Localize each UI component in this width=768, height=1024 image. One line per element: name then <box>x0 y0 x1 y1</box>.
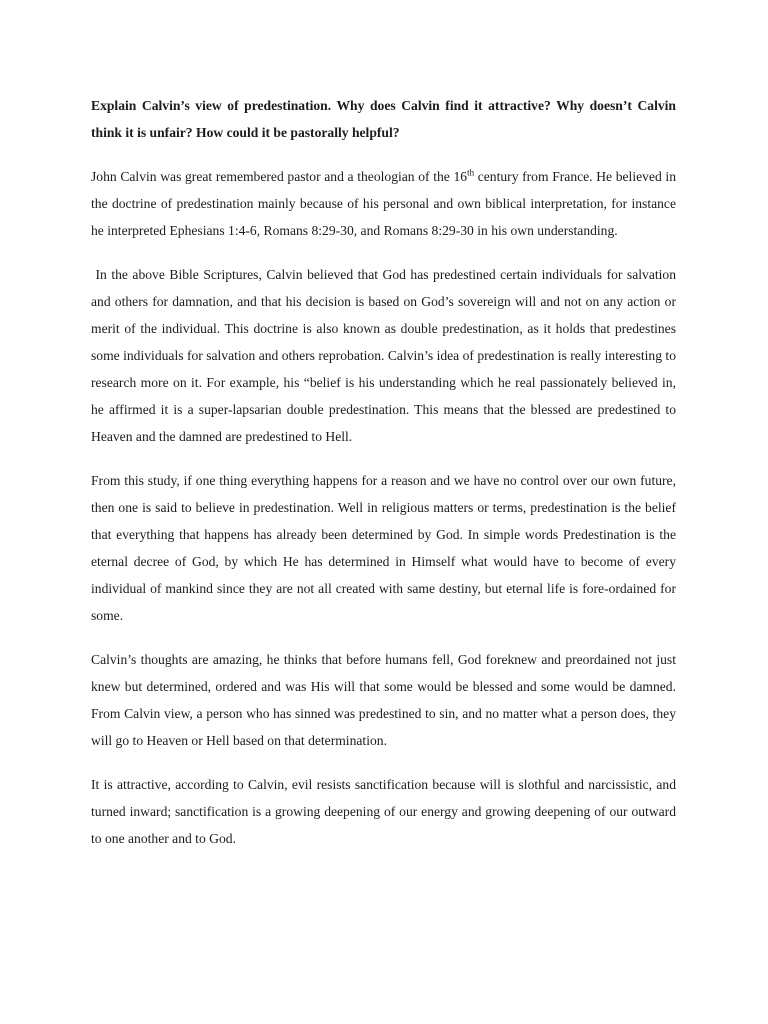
ordinal-superscript: th <box>467 167 475 178</box>
body-paragraph-study: From this study, if one thing everything happens for a reason and we have no control over our own future, then one is said to believe in predestination. Well in religious matters or terms, predestination is the belief that everything that happens has already been determined by God. In simple words Predestination is the eternal decree of God, by which He has determined in Himself what would have to become of every individual of mankind since they are not all created with same destiny, but eternal life is fore-ordained for some. <box>91 473 676 623</box>
body-paragraph-attractive: It is attractive, according to Calvin, evil resists sanctification because will is slothful and narcissistic, and turned inward; sanctification is a growing deepening of our energy and growing deepening of our outward to one another and to God. <box>91 777 676 846</box>
intro-text-rest: century from France. He believed in the doctrine of predestination mainly because of his personal and own biblical interpretation, for instance he interpreted Ephesians 1:4-6, Romans 8:29-30, and Romans 8:29-30 in his own understanding. <box>91 169 676 238</box>
essay-question-heading: Explain Calvin’s view of predestination. Why does Calvin find it attractive? Why doesn’t Calvin think it is unfair? How could it be pastorally helpful? <box>91 98 676 140</box>
body-paragraph-thoughts: Calvin’s thoughts are amazing, he thinks that before humans fell, God foreknew and preordained not just knew but determined, ordered and was His will that some would be blessed and some would be damned. From Calvin view, a person who has sinned was predestined to sin, and no matter what a person does, they will go to Heaven or Hell based on that determination. <box>91 652 683 748</box>
document-page <box>91 92 683 869</box>
intro-paragraph <box>91 163 676 244</box>
body-paragraph-scriptures: In the above Bible Scriptures, Calvin believed that God has predestined certain individuals for salvation and others for damnation, and that his decision is based on God’s sovereign will and not on any action or merit of the individual. This doctrine is also known as double predestination, as it holds that predestines some individuals for salvation and others reprobation. Calvin’s idea of predestination is really interesting to research more on it. For example, his “belief is his understanding which he real passionately believed in, he affirmed it is a super-lapsarian double predestination. This means that the blessed are predestined to Heaven and the damned are predestined to Hell. <box>91 267 680 444</box>
intro-text-start: John Calvin was great remembered pastor and a theologian of the 16 <box>91 169 468 184</box>
